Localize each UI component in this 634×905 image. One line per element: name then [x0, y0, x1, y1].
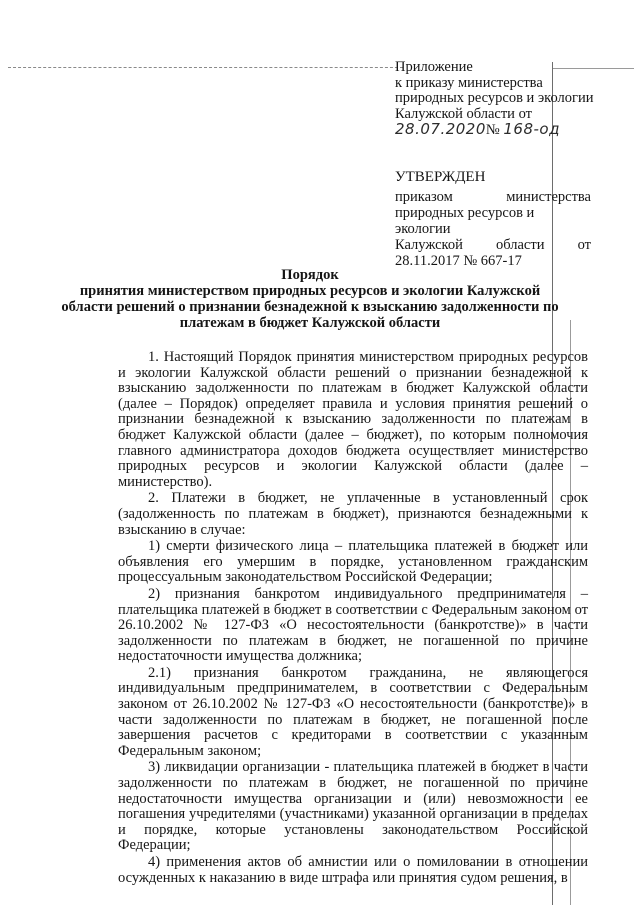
- title-heading: Порядок: [281, 267, 339, 283]
- body-paragraph: 1. Настоящий Порядок принятия министерством природных ресурсов и экологии Калужской области решений о признании безнадежной к взысканию задолженности по платежам в бюджет Калужской области (далее – Порядок) определяет правила и условия принятия решений о признании безнадежной к взысканию задолженности по платежам в бюджет Калужской области (далее – бюджет), по которым полномочия главного администратора доходов бюджета осуществляет министерство природных ресурсов и экологии Калужской области (далее – министерство).: [118, 349, 588, 490]
- appendix-line: Калужской области от: [395, 105, 532, 122]
- handwritten-number: 168-од: [503, 120, 560, 138]
- appendix-block: [395, 60, 595, 139]
- body-paragraph: 2.1) признания банкротом гражданина, не являющегося индивидуальным предпринимателем, в соответствии с Федеральным законом от 26.10.2002 № 127-ФЗ «О несостоятельности (банкротстве)» в части задолженности по платежам в бюджет, не погашенной после завершения расчетов с кредиторами в соответствии с указанным Федеральным законом;: [118, 664, 588, 759]
- body-paragraph: 1) смерти физического лица – плательщика платежей в бюджет или объявления его умершим в порядке, установленном гражданским процессуальным законодательством Российской Федерации;: [118, 538, 588, 586]
- approval-line: природных ресурсов и экологии: [395, 205, 535, 237]
- approval-block: [395, 169, 591, 269]
- approval-line: 28.11.2017 № 667-17: [395, 253, 522, 269]
- body-paragraph: 4) применения актов об амнистии или о помиловании в отношении осужденных к наказанию в виде штрафа или принятия судом решения, в: [118, 854, 588, 886]
- scan-artifact-line: [8, 67, 403, 68]
- appendix-date-line: [395, 122, 595, 139]
- appendix-line: природных ресурсов и экологии: [395, 90, 594, 106]
- approval-line: приказом министерства: [395, 189, 591, 205]
- body-paragraph: 2. Платежи в бюджет, не уплаченные в установленный срок (задолженность по платежам в бюджет), признаются безнадежными к взысканию в случае:: [118, 490, 588, 538]
- document-body: [118, 350, 588, 887]
- document-title: [60, 267, 560, 331]
- approval-line: Калужской области от: [395, 237, 591, 253]
- handwritten-date: 28.07.2020: [395, 120, 486, 138]
- title-subheading: принятия министерством природных ресурсов и экологии Калужской области решений о признании безнадежной к взысканию задолженности по платежам в бюджет Калужской области: [61, 283, 559, 331]
- appendix-title: Приложение: [395, 59, 473, 75]
- number-sign: №: [485, 122, 500, 138]
- body-paragraph: 2) признания банкротом индивидуального предпринимателя – плательщика платежей в бюджет в соответствии с Федеральным законом от 26.10.2002 № 127-ФЗ «О несостоятельности (банкротстве)» в части задолженности по платежам в бюджет, не погашенной по причине недостаточности имущества должника;: [118, 585, 588, 665]
- body-paragraph: 3) ликвидации организации - плательщика платежей в бюджет в части задолженности по платежам в бюджет, не погашенной по причине недостаточности имущества организации и (или) невозможности ее погашения учредителями (участниками) указанной организации в пределах и порядке, которые установлены законодательством Российской Федерации;: [118, 759, 588, 854]
- appendix-line: к приказу министерства: [395, 74, 543, 91]
- approval-heading: УТВЕРЖДЕН: [395, 169, 486, 185]
